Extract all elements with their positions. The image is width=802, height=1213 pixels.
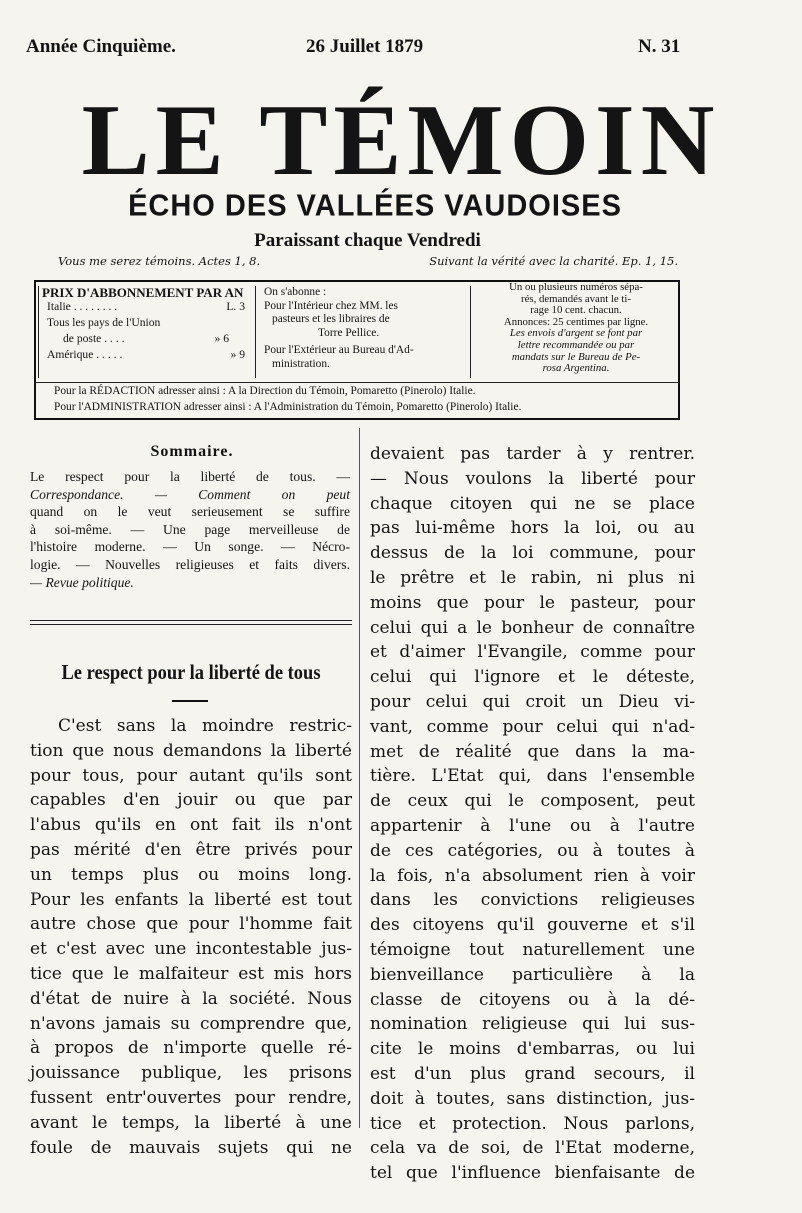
box-border-right <box>678 282 680 418</box>
price-row: Amérique . . . . . » 9 <box>47 347 245 361</box>
issue-year: Année Cinquième. <box>26 36 176 57</box>
subscription-where: On s'abonne : Pour l'Intérieur chez MM. les pasteurs et les libraires de Torre Pellice. Pour l'Extérieur au Bureau d'Ad- ministration. <box>260 286 471 378</box>
article-column-left: C'est sans la moindre restric- tion que nous demandons la liberté pour tous, pour autant qu'ils sont capables d'en jouir ou que par l'abus qu'ils en ont fait ils n'ont pas mérité d'en être privés pour un temps plus ou moins long. Pour les enfants la liberté est tout autre chose que pour l'homme fait et c'est avec une incontestable jus- tice que le malfaiteur est mis hors d'état de nuire à la société. Nous n'avons jamais su comprendre que, à propos de n'importe quelle ré- jouissance publique, les prisons fussent entr'ouvertes pour rendre, avant le temps, la liberté à une foule de mauvais sujets qui ne <box>30 716 352 1158</box>
epigraph-right: Suivant la vérité avec la charité. Ep. 1, 15. <box>429 254 678 268</box>
subscription-notes: Un ou plusieurs numéros sépa- rés, demandés avant le ti- rage 10 cent. chacun. Annonces: 25 centimes par ligne. Les envois d'argent se font par lettre recommandée ou par mandats sur le Bureau de Pe- rosa Argentina. <box>503 281 649 375</box>
summary-text: Le respect pour la liberté de tous. — Correspondance. — Comment on peut quand on le veut serieusement se suffire à soi-même. — Une page merveilleuse de l'histoire moderne. — Un songe. — Nécro- logie. — Nouvelles religieuses et faits divers. — Revue politique. <box>30 469 350 590</box>
epigraph-left: Vous me serez témoins. Actes 1, 8. <box>58 254 261 268</box>
subscription-prices <box>38 286 256 378</box>
issue-date: 26 Juillet 1879 <box>306 36 424 57</box>
column-divider <box>359 428 360 1128</box>
section-rule <box>30 620 352 621</box>
title-rule <box>172 700 208 702</box>
price-row: Tous les pays de l'Union <box>47 315 161 329</box>
publication-frequency: Paraissant chaque Vendredi <box>254 230 481 251</box>
issue-number: N. 31 <box>638 36 681 57</box>
administration-address: Pour l'ADMINISTRATION adresser ainsi : A l'Administration du Témoin, Pomaretto (Pinerolo) Italie. <box>54 401 522 413</box>
box-divider <box>34 382 680 383</box>
summary-heading: Sommaire. <box>150 443 234 460</box>
article-column-right: devaient pas tarder à y rentrer. — Nous voulons la liberté pour chaque citoyen qui ne se place pas lui-même hors la loi, ou au dessus de la loi commune, pour le prêtre et le rabin, ni plus ni moins que pour le pasteur, pour celui qui a le bonheur de connaître et d'aimer l'Evangile, comme pour celui qui l'ignore et le déteste, pour celui qui croit un Dieu vi- vant, comme pour celui qui n'ad- met de réalité que dans la ma- tière. L'Etat qui, dans l'ensemble de ceux qui le composent, peut appartenir à l'une ou à l'autre de ces catégories, ou à toutes à la fois, n'a absolument rien à voir dans les convictions religieuses des citoyens qu'il gouverne et s'il témoigne tout naturellement une bienveillance particulière à la classe de citoyens ou à la dé- nomination religieuse qui lui sus- cite le moins d'embarras, ou lui est d'un plus grand secours, il doit à toutes, sans distinction, jus- tice et protection. Nous parlons, cela va de soi, de l'Etat moderne, tel que l'influence bienfaisante de <box>370 444 695 1184</box>
article-title: Le respect pour la liberté de tous <box>61 660 321 684</box>
section-rule <box>30 624 352 625</box>
price-row: Italie . . . . . . . . L. 3 <box>47 299 245 313</box>
box-border-left <box>34 282 36 418</box>
newspaper-subtitle: ÉCHO DES VALLÉES VAUDOISES <box>128 189 622 223</box>
newspaper-title: LE TÉMOIN <box>81 84 721 197</box>
redaction-address: Pour la RÉDACTION adresser ainsi : A la Direction du Témoin, Pomaretto (Pinerolo) Italie. <box>54 385 476 397</box>
price-row: de poste . . . . » 6 <box>63 331 229 345</box>
subscription-box <box>34 280 680 420</box>
prices-heading: PRIX D'ABBONNEMENT PAR AN <box>42 285 244 300</box>
